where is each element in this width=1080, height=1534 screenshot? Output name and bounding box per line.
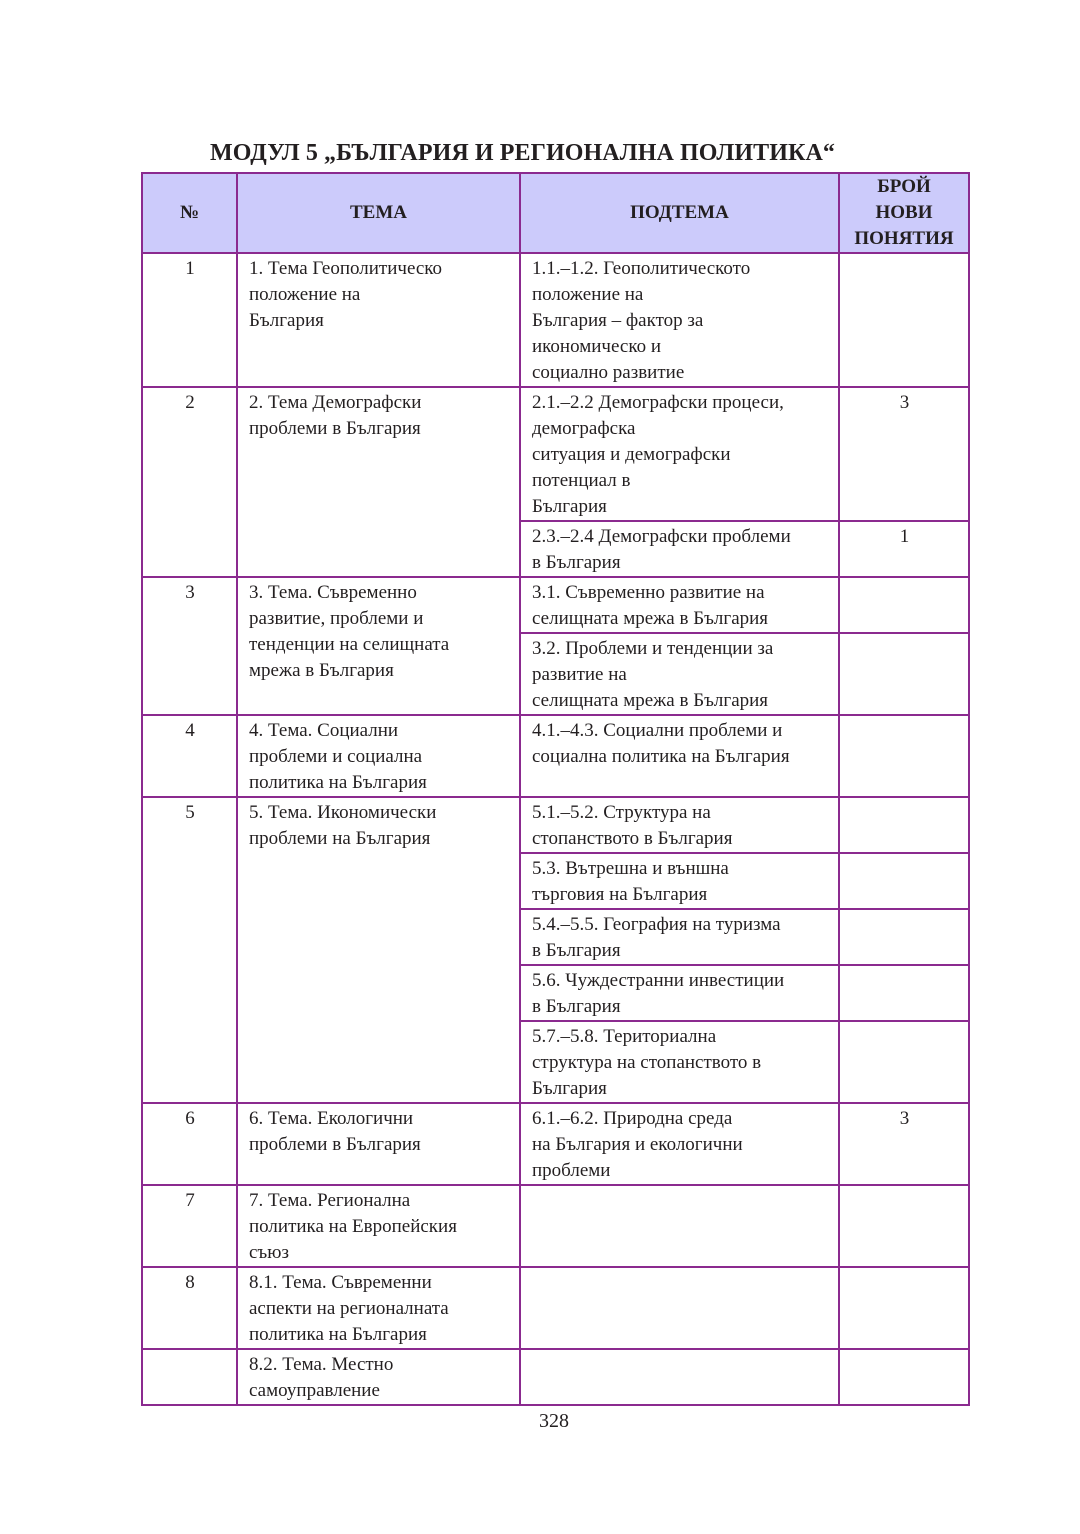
subtopic-line: 5.7.–5.8. Териториална [532, 1026, 717, 1047]
topic-line: мрежа в България [249, 660, 394, 681]
table-header-row [142, 173, 969, 253]
topic-line: проблеми в България [249, 418, 421, 439]
header-subtopic: ПОДТЕМА [520, 173, 839, 253]
count-cell [839, 797, 969, 853]
row-number: 2 [142, 387, 237, 577]
topic-line: проблеми на България [249, 828, 431, 849]
header-topic: ТЕМА [237, 173, 520, 253]
count-cell [839, 1021, 969, 1103]
topic-line: политика на България [249, 772, 427, 793]
subtopic-line: 3.1. Съвременно развитие на [532, 582, 765, 603]
topic-line: проблеми в България [249, 1134, 421, 1155]
subtopic-line: селищната мрежа в България [532, 608, 769, 629]
count-cell [839, 853, 969, 909]
topic-cell [237, 387, 520, 577]
subtopic-cell [520, 797, 839, 853]
subtopic-cell [520, 965, 839, 1021]
topic-line: съюз [249, 1242, 289, 1263]
table-row [142, 1103, 969, 1185]
row-number: 4 [142, 715, 237, 797]
subtopic-line: 6.1.–6.2. Природна среда [532, 1108, 733, 1129]
subtopic-line: България [532, 496, 607, 517]
topic-line: 7. Тема. Регионална [249, 1190, 411, 1211]
subtopic-line: в България [532, 996, 621, 1017]
subtopic-line: в България [532, 940, 621, 961]
subtopic-line: проблеми [532, 1160, 611, 1181]
row-number: 3 [142, 577, 237, 715]
header-new-concepts-count [839, 173, 969, 253]
subtopic-line: 2.1.–2.2 Демографски процеси, [532, 392, 784, 413]
topic-cell [237, 577, 520, 715]
row-number: 6 [142, 1103, 237, 1185]
topic-line: тенденции на селищната [249, 634, 450, 655]
count-cell [839, 909, 969, 965]
topic-cell [237, 253, 520, 387]
header-number: № [142, 173, 237, 253]
subtopic-cell [520, 1103, 839, 1185]
topics-table [141, 172, 970, 1406]
table-row [142, 1185, 969, 1267]
subtopic-line: структура на стопанството в [532, 1052, 762, 1073]
subtopic-cell [520, 909, 839, 965]
table-row [142, 1267, 969, 1349]
topic-cell [237, 715, 520, 797]
subtopic-cell [520, 521, 839, 577]
count-cell [839, 1185, 969, 1267]
topic-line: 8.2. Тема. Местно [249, 1354, 394, 1375]
subtopic-cell [520, 253, 839, 387]
subtopic-cell [520, 1349, 839, 1405]
topic-line: проблеми и социална [249, 746, 423, 767]
table-row [142, 387, 969, 521]
subtopic-line: в България [532, 552, 621, 573]
page-number: 328 [539, 1410, 569, 1432]
row-number: 8 [142, 1267, 237, 1349]
subtopic-line: икономическо и [532, 336, 662, 357]
subtopic-line: 5.6. Чуждестранни инвестиции [532, 970, 785, 991]
topic-line: развитие, проблеми и [249, 608, 424, 629]
table-row [142, 715, 969, 797]
topic-line: България [249, 310, 324, 331]
table-row [142, 253, 969, 387]
count-cell [839, 1267, 969, 1349]
subtopic-line: на България и екологични [532, 1134, 743, 1155]
topic-line: 1. Тема Геополитическо [249, 258, 443, 279]
count-cell: 3 [839, 1103, 969, 1185]
table-row [142, 577, 969, 633]
subtopic-cell [520, 853, 839, 909]
topic-cell [237, 1185, 520, 1267]
subtopic-line: 2.3.–2.4 Демографски проблеми [532, 526, 791, 547]
subtopic-line: 4.1.–4.3. Социални проблеми и [532, 720, 783, 741]
count-cell [839, 577, 969, 633]
header-count-line: ПОНЯТИЯ [854, 228, 954, 249]
subtopic-cell [520, 1267, 839, 1349]
subtopic-cell [520, 715, 839, 797]
topic-line: аспекти на регионалната [249, 1298, 449, 1319]
topic-line: политика на Европейския [249, 1216, 457, 1237]
subtopic-line: потенциал в [532, 470, 631, 491]
count-cell [839, 715, 969, 797]
count-cell [839, 965, 969, 1021]
subtopic-line: развитие на [532, 664, 627, 685]
topic-line: 6. Тема. Екологични [249, 1108, 414, 1129]
topic-cell [237, 797, 520, 1103]
topic-line: положение на [249, 284, 361, 305]
topic-line: 2. Тема Демографски [249, 392, 422, 413]
subtopic-line: социално развитие [532, 362, 685, 383]
count-cell [839, 633, 969, 715]
subtopic-cell [520, 1185, 839, 1267]
row-number: 1 [142, 253, 237, 387]
topic-line: 5. Тема. Икономически [249, 802, 437, 823]
topic-line: политика на България [249, 1324, 427, 1345]
row-number: 5 [142, 797, 237, 1103]
topic-cell [237, 1349, 520, 1405]
subtopic-line: ситуация и демографски [532, 444, 731, 465]
subtopic-line: социална политика на България [532, 746, 790, 767]
count-cell [839, 253, 969, 387]
table-row [142, 797, 969, 853]
row-number [142, 1349, 237, 1405]
subtopic-line: 3.2. Проблеми и тенденции за [532, 638, 774, 659]
subtopic-cell [520, 577, 839, 633]
count-cell: 3 [839, 387, 969, 521]
topic-line: 4. Тема. Социални [249, 720, 399, 741]
topic-cell [237, 1103, 520, 1185]
topic-line: самоуправление [249, 1380, 380, 1401]
subtopic-line: 5.1.–5.2. Структура на [532, 802, 711, 823]
subtopic-cell [520, 1021, 839, 1103]
count-cell: 1 [839, 521, 969, 577]
table-row [142, 1349, 969, 1405]
subtopic-line: положение на [532, 284, 644, 305]
subtopic-line: селищната мрежа в България [532, 690, 769, 711]
subtopic-line: стопанството в България [532, 828, 733, 849]
topic-line: 8.1. Тема. Съвременни [249, 1272, 432, 1293]
header-count-line: БРОЙ [877, 176, 931, 197]
page-title: МОДУЛ 5 „БЪЛГАРИЯ И РЕГИОНАЛНА ПОЛИТИКА“ [209, 140, 836, 166]
count-cell [839, 1349, 969, 1405]
subtopic-cell [520, 387, 839, 521]
subtopic-line: 1.1.–1.2. Геополитическото [532, 258, 751, 279]
subtopic-line: България – фактор за [532, 310, 704, 331]
topic-line: 3. Тема. Съвременно [249, 582, 417, 603]
subtopic-cell [520, 633, 839, 715]
header-count-line: НОВИ [875, 202, 933, 223]
subtopic-line: България [532, 1078, 607, 1099]
subtopic-line: демографска [532, 418, 636, 439]
row-number: 7 [142, 1185, 237, 1267]
subtopic-line: 5.4.–5.5. География на туризма [532, 914, 781, 935]
topic-cell [237, 1267, 520, 1349]
subtopic-line: търговия на България [532, 884, 708, 905]
subtopic-line: 5.3. Вътрешна и външна [532, 858, 729, 879]
